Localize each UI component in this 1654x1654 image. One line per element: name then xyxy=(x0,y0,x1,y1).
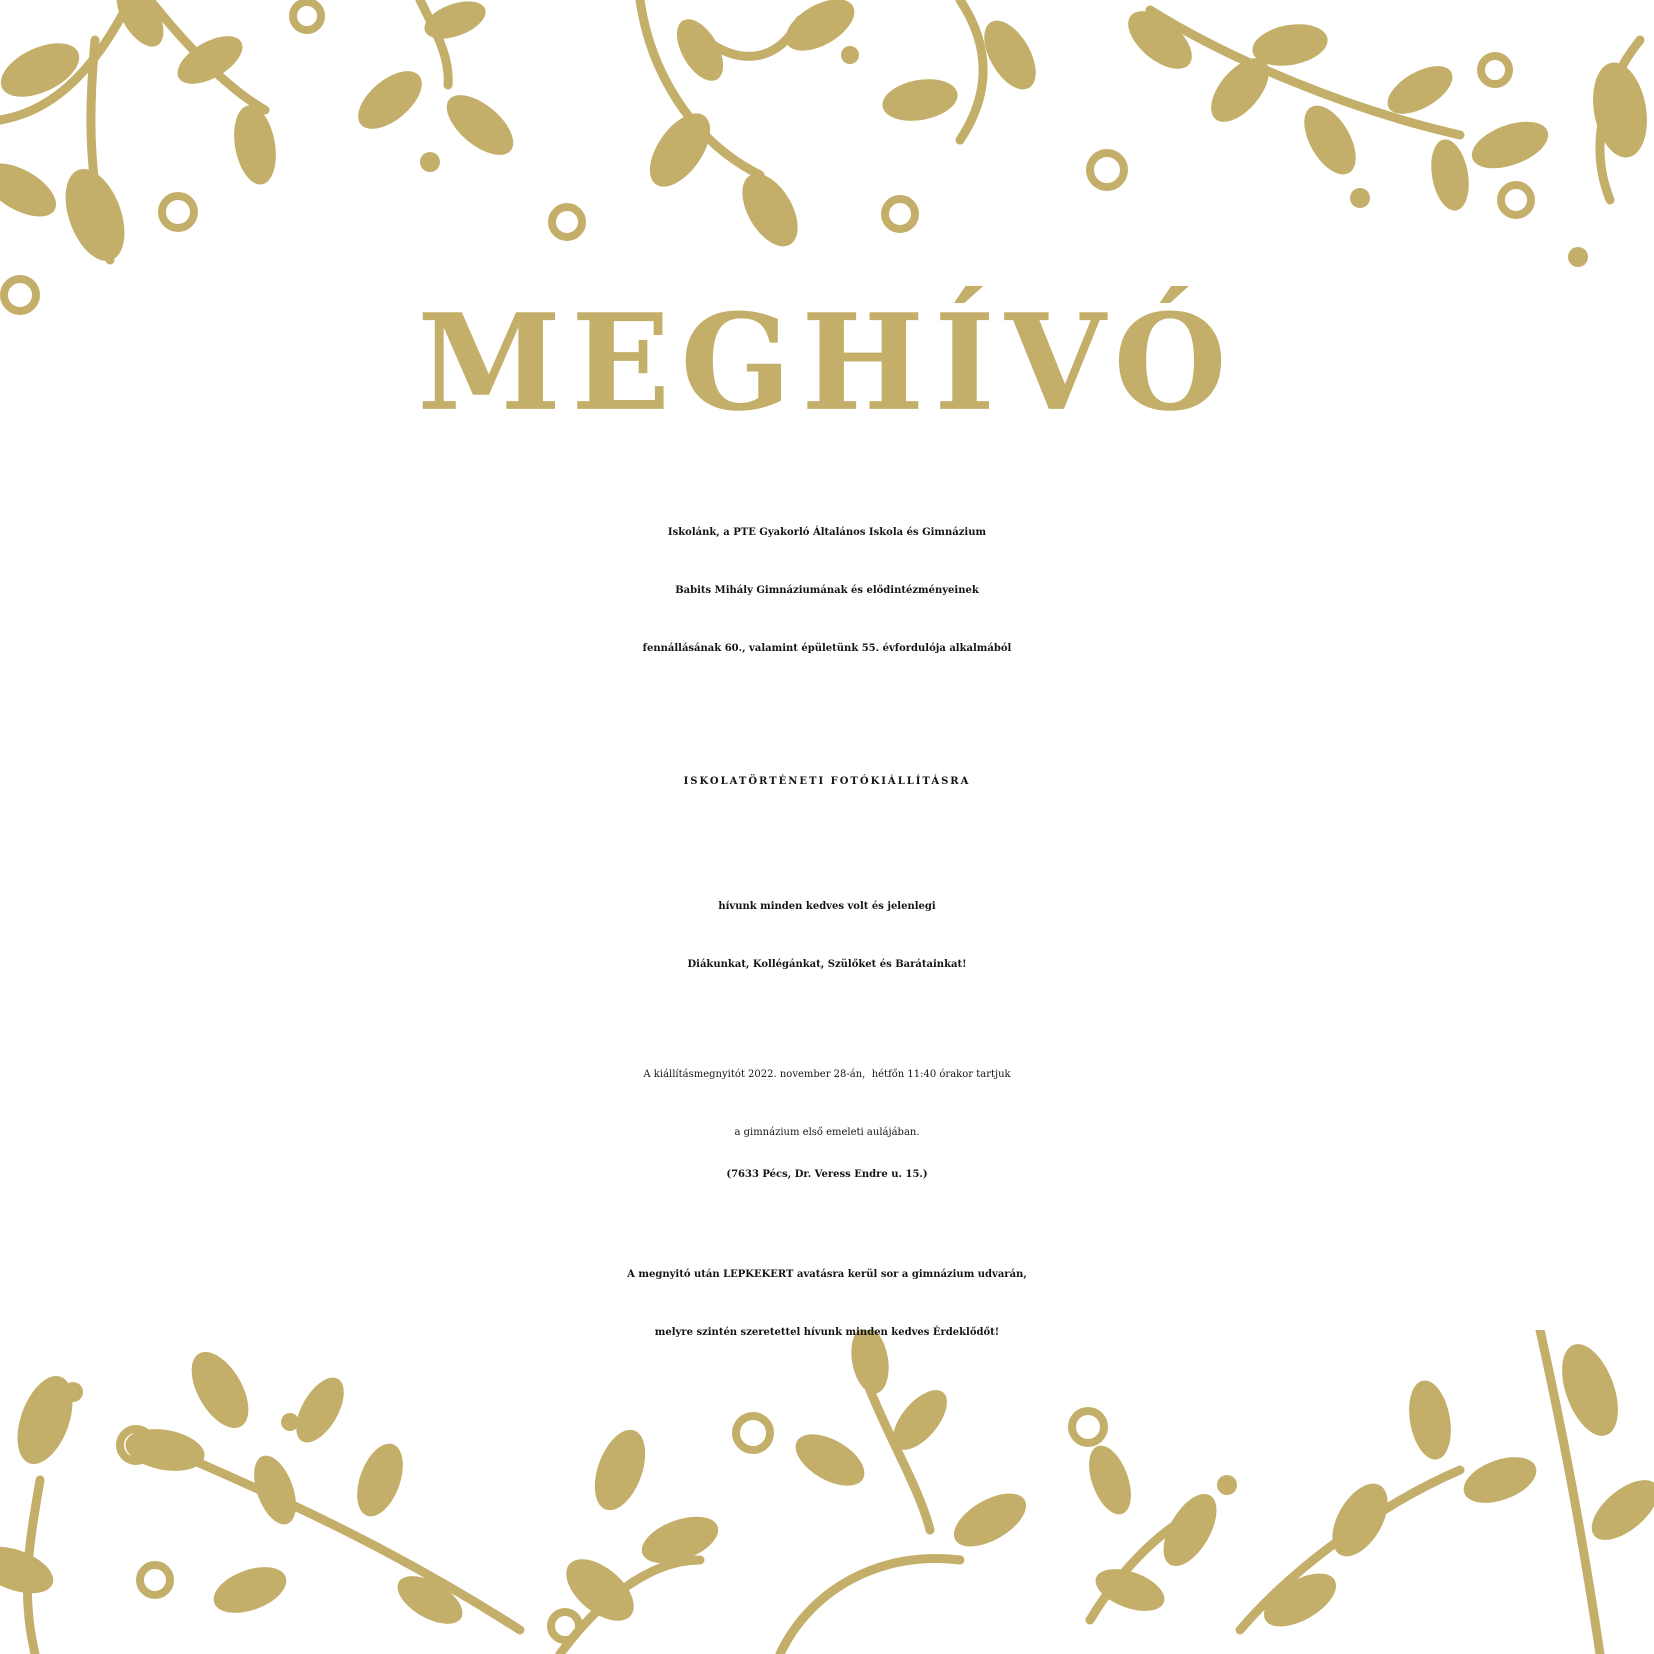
closing-paragraph xyxy=(0,1246,1654,1362)
intro-paragraph xyxy=(0,504,1654,678)
closing-line-2: melyre szintén szeretettel hívunk minden kedves Érdeklődőt! xyxy=(654,1327,1000,1338)
details-line-2: a gimnázium első emeleti aulájában. xyxy=(734,1127,920,1138)
invite-paragraph xyxy=(0,878,1654,994)
exhibition-heading: ISKOLATÖRTÉNETI FOTÓKIÁLLÍTÁSRA xyxy=(683,776,971,787)
event-details xyxy=(0,1046,1654,1162)
venue-address: (7633 Pécs, Dr. Veress Endre u. 15.) xyxy=(726,1169,928,1180)
intro-line-1: Iskolánk, a PTE Gyakorló Általános Iskola és Gimnázium xyxy=(667,527,987,538)
invite-line-1: hívunk minden kedves volt és jelenlegi xyxy=(718,901,936,912)
closing-line-1: A megnyitó után LEPKEKERT avatásra kerül sor a gimnázium udvarán, xyxy=(627,1269,1027,1280)
details-line-1: A kiállításmegnyitót 2022. november 28-án, hétfőn 11:40 órakor tartjuk xyxy=(643,1069,1011,1080)
intro-line-3: fennállásának 60., valamint épületünk 55. évfordulója alkalmából xyxy=(642,643,1012,654)
intro-line-2: Babits Mihály Gimnáziumának és elődintézményeinek xyxy=(675,585,979,596)
invite-line-2: Diákunkat, Kollégánkat, Szülőket és Barátainkat! xyxy=(687,959,967,970)
invitation-title: MEGHÍVÓ xyxy=(417,284,1237,441)
